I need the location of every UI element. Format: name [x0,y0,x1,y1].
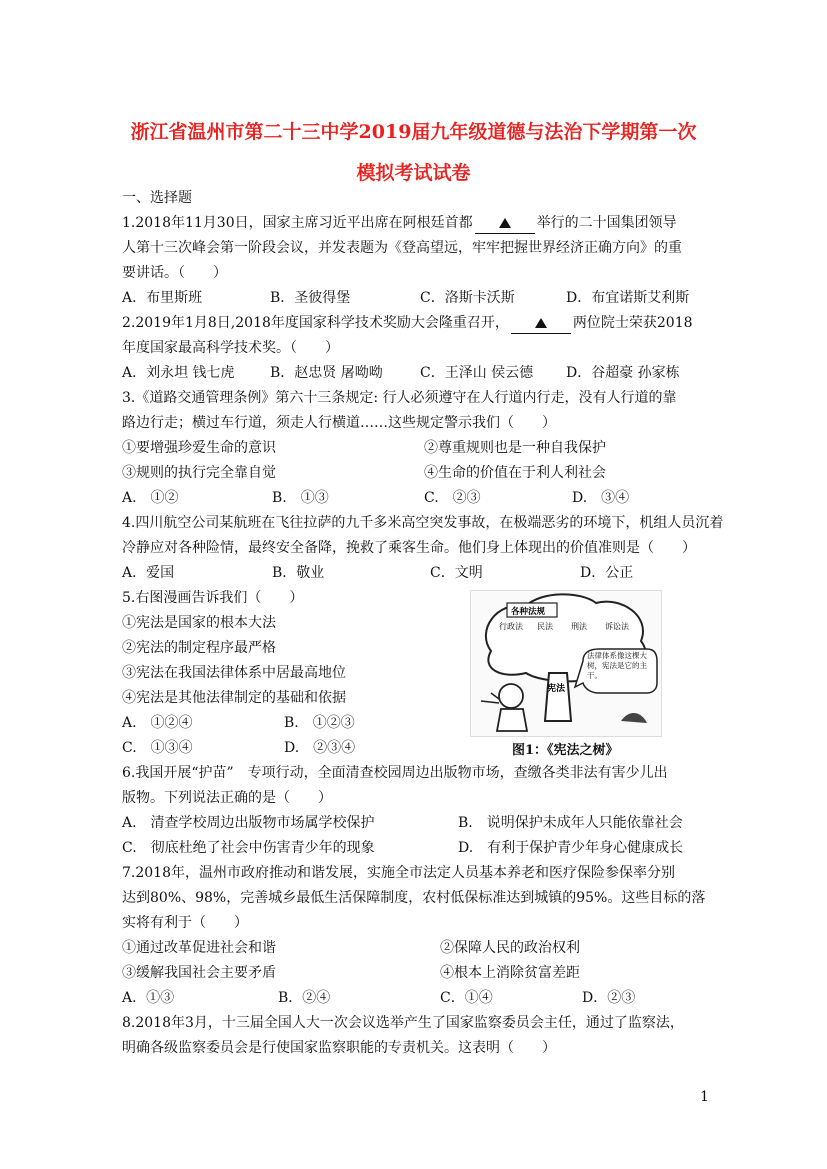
q7-line-1: 7.2018年，温州市政府推动和谐发展，实施全市法定人员基本养老和医疗保险参保率分别 [122,865,675,881]
tree-trunk [545,673,571,721]
sign-text: 各种法规 [511,607,546,617]
q6-option-a: A. 清查学校周边出版物市场属学校保护 [122,815,375,831]
q1-option-b: B．圣彼得堡 [270,290,351,306]
q1-option-c: C．洛斯卡沃斯 [420,290,515,306]
trunk-label: 宪法 [547,684,566,694]
q7-statement-3: ③缓解我国社会主要矛盾 [122,965,276,981]
q1-option-d: D．布宜诺斯艾利斯 [566,290,690,306]
figure-caption: 图1：《宪法之树》 [512,743,619,758]
q8-line-2: 明确各级监察委员会是行使国家监察职能的专责机关。这表明（ ） [122,1040,556,1056]
law-label-1: 行政法 [499,622,523,631]
q3-statement-4: ④生命的价值在于利人利社会 [424,465,606,481]
q1-line-2: 人第十三次峰会第一阶段会议，并发表题为《登高望远，牢牢把握世界经济正确方向》的重 [122,240,682,256]
q2-option-d: D．谷超豪 孙家栋 [566,365,680,381]
q5-option-a: A. ①②④ [122,715,193,731]
q4-option-b: B．敬业 [272,565,325,581]
law-label-2: 民法 [537,622,553,631]
q2-option-c: C．王泽山 侯云德 [420,365,534,381]
q2-option-b: B．赵忠贤 屠呦呦 [270,365,383,381]
q3-option-a: A. ①② [122,490,179,506]
page-number: 1 [700,1089,709,1105]
q6-option-d: D. 有利于保护青少年身心健康成长 [458,840,684,856]
q4-option-c: C．文明 [430,565,483,581]
q2-option-a: A．刘永坦 钱七虎 [122,365,235,381]
q7-option-a: A．①③ [122,990,175,1006]
q5-option-c: C. ①③④ [122,740,193,756]
q7-option-b: B．②④ [278,990,331,1006]
q5-statement-2: ②宪法的制定程序最严格 [122,640,276,656]
q6-line-2: 版物。下列说法正确的是（ ） [122,790,332,806]
person-arm [481,693,499,703]
q3-option-c: C. ②③ [424,490,481,506]
q1-text-b: 举行的二十国集团领导 [536,215,677,231]
q3-option-b: B. ①③ [272,490,329,506]
q1-line-3: 要讲话。（ ） [122,265,227,281]
bubble-text: 法律体系像这棵大树，宪法是它的主干。 [587,651,647,680]
triangle-icon [499,218,511,228]
q7-statement-4: ④根本上消除贫富差距 [440,965,580,981]
q5-statement-3: ③宪法在我国法律体系中居最高地位 [122,665,346,681]
q5-option-b: B. ①②③ [284,715,355,731]
q2-text-b: 两位院士荣获2018 [572,315,693,331]
law-label-3: 刑法 [571,622,587,631]
cartoon-figure [470,590,662,737]
q7-option-c: C．①④ [440,990,493,1006]
q3-line-1: 3.《道路交通管理条例》第六十三条规定: 行人必须遵守在人行道内行走，没有人行道的靠 [122,390,677,406]
title-line-2: 模拟考试试卷 [356,162,471,184]
answer-blank [511,313,571,334]
q4-line-2: 冷静应对各种险情，最终安全备降，挽救了乘客生命。他们身上体现出的价值准则是（ ） [122,540,696,556]
triangle-icon [535,318,547,328]
q8-line-1: 8.2018年3月，十三届全国人大一次会议选举产生了国家监察委员会主任，通过了监察法， [122,1015,684,1031]
q2-line-2: 年度国家最高科学技术奖。（ ） [122,340,339,356]
q7-statement-1: ①通过改革促进社会和谐 [122,940,276,956]
q7-option-d: D．②③ [582,990,636,1006]
q6-option-c: C. 彻底杜绝了社会中伤害青少年的现象 [122,840,375,856]
q7-statement-2: ②保障人民的政治权利 [440,940,580,956]
q5-statement-4: ④宪法是其他法律制定的基础和依据 [122,690,346,706]
section-heading: 一、选择题 [122,190,192,206]
q2-text-a: 2.2019年1月8日,2018年度国家科学技术奖励大会隆重召开， [122,315,509,331]
q1-line-1 [122,213,677,234]
q5-line-1: 5.右图漫画告诉我们（ ） [122,590,304,606]
q5-statement-1: ①宪法是国家的根本大法 [122,615,276,631]
q3-statement-1: ①要增强珍爱生命的意识 [122,440,276,456]
q6-line-1: 6.我国开展“护苗” 专项行动，全面清查校园周边出版物市场，查缴各类非法有害少儿出 [122,765,668,781]
q7-line-2: 达到80%、98%，完善城乡最低生活保障制度，农村低保标准达到城镇的95%。这些目标的落 [122,890,706,906]
q3-statement-2: ②尊重规则也是一种自我保护 [424,440,606,456]
q7-line-3: 实将有利于（ ） [122,915,248,931]
law-label-4: 诉讼法 [605,622,629,631]
q6-option-b: B. 说明保护未成年人只能依靠社会 [458,815,683,831]
q3-option-d: D. ③④ [572,490,630,506]
answer-blank [475,213,535,234]
q1-text-a: 1.2018年11月30日，国家主席习近平出席在阿根廷首都 [122,215,473,231]
person-body [497,709,527,731]
person-head [499,684,523,708]
q5-option-d: D. ②③④ [284,740,356,756]
q4-option-d: D．公正 [580,565,634,581]
q3-statement-3: ③规则的执行完全靠自觉 [122,465,276,481]
tree-cartoon-image [471,591,661,736]
title-line-1: 浙江省温州市第二十三中学2019届九年级道德与法治下学期第一次 [130,121,697,143]
q4-option-a: A．爱国 [122,565,175,581]
grass-bush [621,713,647,723]
q4-line-1: 4.四川航空公司某航班在飞往拉萨的九千多米高空突发事故，在极端恶劣的环境下，机组人员沉着 [122,515,724,531]
q3-line-2: 路边行走；横过车行道，须走人行横道……这些规定警示我们（ ） [122,415,556,431]
q1-option-a: A．布里斯班 [122,290,203,306]
q2-line-1 [122,313,693,334]
